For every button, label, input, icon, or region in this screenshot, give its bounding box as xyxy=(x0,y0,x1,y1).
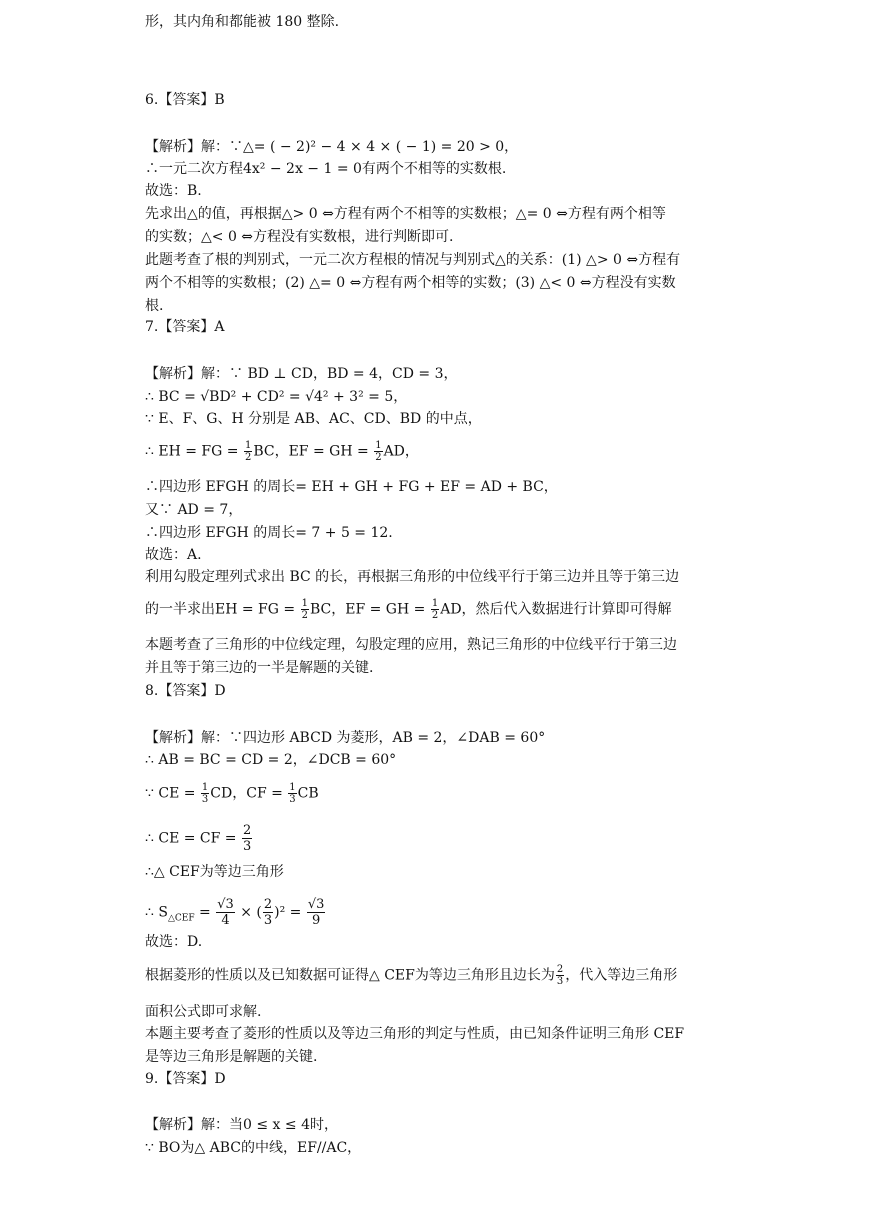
text-line: 【解析】解：当0 ≤ x ≤ 4时， xyxy=(145,1117,338,1133)
text-line: 利用勾股定理列式求出 BC 的长，再根据三角形的中位线平行于第三边并且等于第三边 xyxy=(145,569,680,585)
text-line: 本题主要考查了菱形的性质以及等边三角形的判定与性质，由已知条件证明三角形 CEF xyxy=(145,1026,685,1042)
text-line: 故选：B. xyxy=(145,183,202,199)
formula-part: ∴ EH = FG = xyxy=(145,443,243,460)
text-line: ∵ E、F、G、H 分别是 AB、AC、CD、BD 的中点， xyxy=(145,411,482,427)
text-line: 并且等于第三边的一半是解题的关键. xyxy=(145,660,374,676)
formula-part: CB xyxy=(297,785,319,802)
text-line: 【解析】解：∵ BD ⊥ CD，BD = 4，CD = 3， xyxy=(145,366,458,382)
formula-part: CD，CF = xyxy=(210,785,288,802)
formula-subscript: △CEF xyxy=(167,913,195,924)
text-line: 两个不相等的实数根；(2) △= 0 ⇔方程有两个相等的实数；(3) △< 0 ⇔方程没有实数 xyxy=(145,275,676,291)
text-line: 【解析】解：∵四边形 ABCD 为菱形，AB = 2，∠DAB = 60° xyxy=(145,730,546,746)
fraction: $\frac{1}{2}$ xyxy=(301,598,308,621)
fraction: $\frac{√3}{9}$ xyxy=(307,897,325,928)
formula-part: AD，然后代入数据进行计算即可得解 xyxy=(440,601,672,618)
answer-8: 8.【答案】D xyxy=(145,683,226,699)
text-line: 先求出△的值，再根据△> 0 ⇔方程有两个不相等的实数根；△= 0 ⇔方程有两个相等 xyxy=(145,206,666,222)
answer-7: 7.【答案】A xyxy=(145,319,225,335)
answer-9: 9.【答案】D xyxy=(145,1071,226,1087)
formula-part: ∴ S xyxy=(145,904,168,921)
text-line: 面积公式即可求解. xyxy=(145,1004,262,1020)
text-line: ∴一元二次方程4x² − 2x − 1 = 0有两个不相等的实数根. xyxy=(145,161,507,177)
fraction: $\frac{1}{2}$ xyxy=(431,598,439,621)
answer-6: 6.【答案】B xyxy=(145,92,225,108)
text-line: 形，其内角和都能被 180 整除. xyxy=(145,14,340,30)
fraction: $\frac{2}{3}$ xyxy=(556,964,564,987)
formula-part: = xyxy=(194,904,216,921)
fraction: $\frac{2}{3}$ xyxy=(242,823,252,854)
formula-line xyxy=(145,964,730,987)
text-line: ∴四边形 EFGH 的周长= EH + GH + FG + EF = AD + BC， xyxy=(145,479,558,495)
text-line: 的实数；△< 0 ⇔方程没有实数根，进行判断即可. xyxy=(145,229,454,245)
text-line: 【解析】解：∵△= ( − 2)² − 4 × 4 × ( − 1) = 20 > 0， xyxy=(145,139,519,155)
text-line: ∴△ CEF为等边三角形 xyxy=(145,864,284,880)
text-line: 故选：A. xyxy=(145,547,202,563)
formula-part: ，代入等边三角形 xyxy=(565,967,678,984)
fraction: $\frac{√3}{4}$ xyxy=(217,897,234,928)
formula-line xyxy=(145,823,730,854)
formula-part: BC，EF = GH = xyxy=(309,601,430,618)
formula-line xyxy=(145,897,730,928)
formula-part: × ( xyxy=(235,904,262,921)
formula-part: 的一半求出EH = FG = xyxy=(145,601,300,618)
formula-part: )² = xyxy=(274,904,306,921)
text-line: ∴ AB = BC = CD = 2，∠DCB = 60° xyxy=(145,752,397,768)
formula-part: BC，EF = GH = xyxy=(253,443,374,460)
formula-line xyxy=(145,782,730,805)
fraction: $\frac{1}{3}$ xyxy=(201,782,209,805)
fraction: $\frac{2}{3}$ xyxy=(263,897,273,928)
formula-line xyxy=(145,598,730,621)
fraction: $\frac{1}{2}$ xyxy=(244,440,252,463)
text-line: 又∵ AD = 7， xyxy=(145,502,243,518)
text-line: 故选：D. xyxy=(145,934,203,950)
fraction: $\frac{1}{3}$ xyxy=(289,782,296,805)
formula-part: ∴ CE = CF = xyxy=(145,830,241,847)
text-line: ∵ BO为△ ABC的中线，EF//AC， xyxy=(145,1140,362,1156)
text-line: ∴ BC = √BD² + CD² = √4² + 3² = 5， xyxy=(145,389,408,405)
formula-part: AD， xyxy=(383,443,419,460)
fraction: $\frac{1}{2}$ xyxy=(375,440,382,463)
formula-line xyxy=(145,440,730,463)
formula-part: 根据菱形的性质以及已知数据可证得△ CEF为等边三角形且边长为 xyxy=(145,967,555,984)
text-line: 本题考查了三角形的中位线定理，勾股定理的应用，熟记三角形的中位线平行于第三边 xyxy=(145,637,677,653)
formula-part: ∵ CE = xyxy=(145,785,200,802)
text-line: ∴四边形 EFGH 的周长= 7 + 5 = 12. xyxy=(145,525,393,541)
text-line: 此题考查了根的判别式，一元二次方程根的情况与判别式△的关系：(1) △> 0 ⇔方程有 xyxy=(145,252,681,268)
text-line: 是等边三角形是解题的关键. xyxy=(145,1049,318,1065)
text-line: 根. xyxy=(145,298,164,314)
